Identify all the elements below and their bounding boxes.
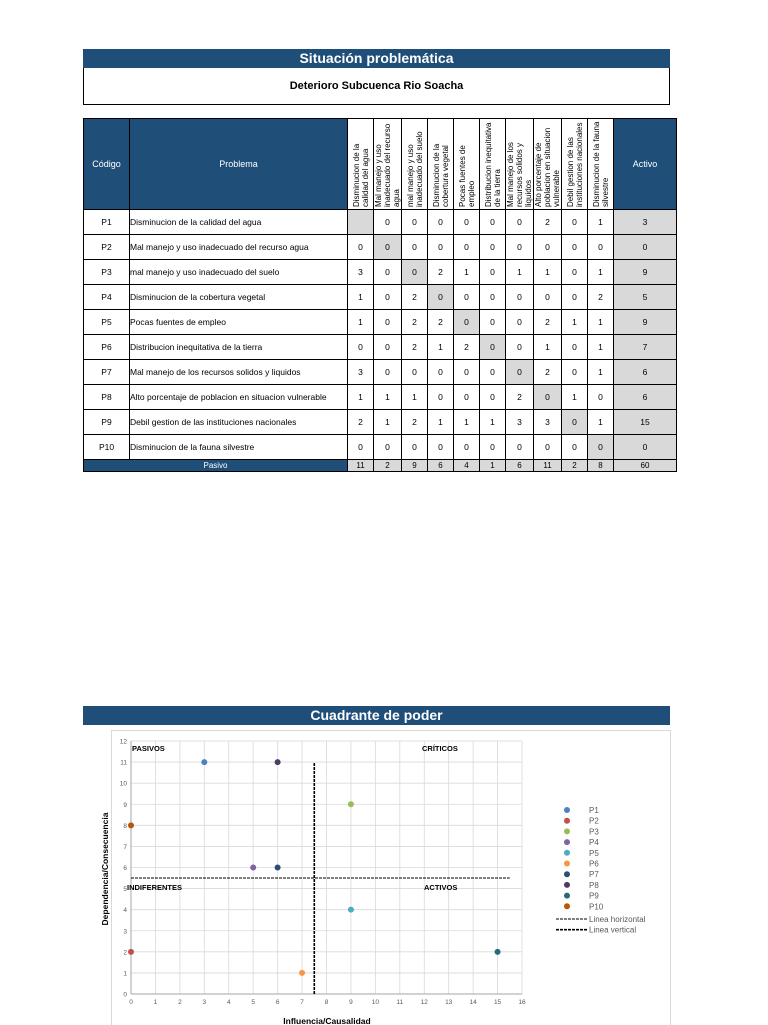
row-code: P4 [84,285,130,310]
table-row [84,335,677,360]
matrix-cell: 0 [480,310,506,335]
matrix-cell: 0 [562,285,588,310]
y-tick-label: 6 [123,865,127,872]
pasivo-cell: 11 [534,460,562,472]
y-tick-label: 5 [123,886,127,894]
pasivo-cell: 9 [402,460,428,472]
matrix-cell: 0 [374,210,402,235]
activo-cell: 6 [614,385,677,410]
matrix-cell: 2 [534,210,562,235]
matrix-cell: 0 [534,285,562,310]
column-header-p1: Disminucion de la calidad del agua [348,119,374,210]
row-code: P7 [84,360,130,385]
matrix-cell: 2 [402,285,428,310]
column-header-codigo: Código [84,119,130,210]
matrix-cell: 0 [506,310,534,335]
matrix-cell: 3 [534,410,562,435]
matrix-cell: 0 [374,310,402,335]
matrix-cell: 0 [402,235,428,260]
pasivo-cell: 2 [562,460,588,472]
matrix-cell: 0 [506,235,534,260]
y-tick-label: 4 [123,907,127,915]
matrix-cell: 0 [562,410,588,435]
matrix-cell: 1 [588,310,614,335]
x-tick-label: 15 [493,999,502,1006]
table-row [84,235,677,260]
x-tick-label: 9 [349,999,353,1006]
matrix-cell: 0 [506,210,534,235]
matrix-cell: 0 [454,285,480,310]
row-problem: mal manejo y uso inadecuado del suelo [130,260,348,285]
matrix-cell: 2 [428,260,454,285]
matrix-cell: 1 [588,410,614,435]
y-tick-label: 11 [120,759,127,767]
row-problem: Mal manejo de los recursos solidos y liquidos [130,360,348,385]
row-code: P10 [84,435,130,460]
matrix-cell: 2 [348,410,374,435]
page-subtitle: Deterioro Subcuenca Rio Soacha [83,68,670,105]
data-point-p5 [348,907,354,913]
matrix-cell: 0 [506,360,534,385]
matrix-cell: 1 [374,385,402,410]
legend-label-p9: P9 [589,891,599,901]
x-tick-label: 14 [469,999,477,1006]
legend-label-linea-vertical: Linea vertical [589,925,637,935]
legend-marker-p2 [564,818,570,824]
data-point-p4 [250,865,256,871]
activo-cell: 6 [614,360,677,385]
matrix-cell: 0 [480,385,506,410]
data-point-p10 [128,822,134,828]
table-row [84,285,677,310]
column-header-p9: Debil gestion de las instituciones nacionales [562,119,588,210]
column-header-p2: Mal manejo y uso inadecuado del recurso agua [374,119,402,210]
column-header-p5: Pocas fuentes de empleo [454,119,480,210]
row-problem: Distribucion inequitativa de la tierra [130,335,348,360]
matrix-cell: 0 [506,335,534,360]
chart-title: Cuadrante de poder [83,706,670,725]
legend-label-p5: P5 [589,848,599,858]
table-row [84,385,677,410]
matrix-cell: 1 [454,410,480,435]
activo-cell: 0 [614,435,677,460]
matrix-cell: 2 [534,310,562,335]
table-row [84,410,677,435]
matrix-cell: 2 [534,360,562,385]
activo-cell: 9 [614,260,677,285]
legend-marker-p8 [564,882,570,888]
matrix-cell: 0 [348,335,374,360]
matrix-cell: 0 [562,210,588,235]
matrix-cell: 0 [454,360,480,385]
legend-marker-p7 [564,871,570,877]
pasivo-total: 60 [614,460,677,472]
matrix-cell: 3 [506,410,534,435]
x-tick-label: 13 [445,999,453,1006]
data-point-p7 [275,865,281,871]
table-row [84,260,677,285]
x-tick-label: 4 [226,999,231,1006]
legend-label-p6: P6 [589,859,599,869]
y-tick-label: 12 [119,738,127,746]
row-problem: Disminucion de la cobertura vegetal [130,285,348,310]
matrix-cell: 0 [454,210,480,235]
matrix-cell: 0 [348,435,374,460]
matrix-cell: 0 [428,235,454,260]
activo-cell: 7 [614,335,677,360]
activo-cell: 3 [614,210,677,235]
data-point-p9 [495,949,501,955]
data-point-p6 [299,970,305,976]
legend-label-p2: P2 [589,816,599,826]
legend-label-p8: P8 [589,880,599,890]
matrix-cell: 2 [402,310,428,335]
pasivo-cell: 2 [374,460,402,472]
matrix-cell: 0 [428,385,454,410]
row-problem: Pocas fuentes de empleo [130,310,348,335]
legend-label-p7: P7 [589,870,599,880]
matrix-cell: 1 [588,335,614,360]
pasivo-cell: 6 [506,460,534,472]
x-tick-label: 1 [153,999,158,1006]
activo-cell: 9 [614,310,677,335]
matrix-cell: 2 [428,310,454,335]
matrix-cell: 0 [562,235,588,260]
activo-cell: 5 [614,285,677,310]
matrix-cell: 0 [480,285,506,310]
matrix-cell: 1 [506,260,534,285]
y-tick-label: 2 [123,949,127,957]
matrix-cell: 0 [562,435,588,460]
matrix-cell: 1 [480,410,506,435]
quadrant-label-activos: ACTIVOS [424,883,458,892]
matrix-cell: 2 [402,410,428,435]
table-row [84,435,677,460]
legend-label-p3: P3 [589,827,599,837]
pasivo-cell: 6 [428,460,454,472]
data-point-p3 [348,801,354,807]
influence-matrix [83,118,677,472]
matrix-cell: 0 [374,285,402,310]
x-tick-label: 10 [371,999,379,1006]
matrix-cell: 0 [534,385,562,410]
column-header-p7: Mal manejo de los recursos solidos y liquidos [506,119,534,210]
scatter-chart [100,731,670,1025]
matrix-cell: 0 [506,435,534,460]
matrix-cell: 0 [506,285,534,310]
row-code: P6 [84,335,130,360]
row-code: P8 [84,385,130,410]
x-tick-label: 0 [129,999,133,1006]
matrix-cell: 0 [374,335,402,360]
column-header-p4: Disminucion de la cobertura vegetal [428,119,454,210]
y-tick-label: 0 [123,991,127,999]
y-axis-title: Dependencia/Consecuencia [100,812,110,926]
pasivo-cell: 8 [588,460,614,472]
matrix-cell: 0 [562,360,588,385]
matrix-cell: 1 [348,285,374,310]
data-point-p1 [201,759,207,765]
x-tick-label: 7 [300,999,304,1006]
pasivo-label: Pasivo [84,460,348,472]
column-header-problema: Problema [130,119,348,210]
y-tick-label: 8 [123,822,127,830]
matrix-cell: 0 [534,235,562,260]
matrix-cell: 2 [588,285,614,310]
column-header-p3: mal manejo y uso inadecuado del suelo [402,119,428,210]
chart-area [100,730,671,1025]
pasivo-cell: 4 [454,460,480,472]
row-code: P9 [84,410,130,435]
x-axis-title: Influencia/Causalidad [283,1016,371,1025]
legend-marker-p5 [564,850,570,856]
matrix-cell: 1 [428,410,454,435]
matrix-cell: 1 [374,410,402,435]
matrix-cell: 0 [480,235,506,260]
matrix-cell: 2 [454,335,480,360]
matrix-cell: 1 [348,385,374,410]
matrix-cell: 0 [454,310,480,335]
matrix-cell: 2 [402,335,428,360]
x-tick-label: 6 [275,999,280,1006]
matrix-cell: 0 [562,335,588,360]
pasivo-cell: 1 [480,460,506,472]
pasivo-cell: 11 [348,460,374,472]
matrix-cell: 0 [588,385,614,410]
matrix-cell: 2 [506,385,534,410]
y-tick-label: 1 [123,970,127,978]
matrix-cell: 0 [534,435,562,460]
matrix-cell: 0 [588,235,614,260]
y-tick-label: 10 [119,780,127,788]
matrix-cell: 0 [480,210,506,235]
row-code: P3 [84,260,130,285]
x-tick-label: 11 [396,999,404,1006]
row-problem: Debil gestion de las instituciones nacionales [130,410,348,435]
legend-marker-p9 [564,893,570,899]
row-code: P1 [84,210,130,235]
column-header-p6: Distribucion inequitativa de la tierra [480,119,506,210]
table-row [84,210,677,235]
matrix-cell: 0 [428,285,454,310]
matrix-cell: 0 [588,435,614,460]
table-row [84,360,677,385]
matrix-cell: 1 [562,385,588,410]
matrix-cell [348,210,374,235]
matrix-cell: 0 [402,260,428,285]
quadrant-label-indiferentes: INDIFERENTES [127,883,183,892]
matrix-cell: 1 [402,385,428,410]
matrix-cell: 0 [480,435,506,460]
row-code: P2 [84,235,130,260]
column-header-p10: Disminucion de la fauna silvestre [588,119,614,210]
x-tick-label: 2 [178,999,182,1006]
column-header-activo: Activo [614,119,677,210]
x-tick-label: 5 [251,999,255,1006]
matrix-cell: 0 [454,385,480,410]
legend-marker-p3 [564,828,570,834]
quadrant-label-criticos: CRÍTICOS [422,744,458,753]
matrix-cell: 1 [562,310,588,335]
matrix-cell: 1 [588,260,614,285]
page-title: Situación problemática [83,49,670,68]
matrix-cell: 0 [348,235,374,260]
row-problem: Mal manejo y uso inadecuado del recurso agua [130,235,348,260]
legend-label-p4: P4 [589,838,599,848]
matrix-cell: 0 [402,210,428,235]
matrix-cell: 0 [454,235,480,260]
table-row [84,310,677,335]
legend-marker-p6 [564,861,570,867]
matrix-cell: 0 [374,260,402,285]
matrix-cell: 1 [428,335,454,360]
matrix-cell: 1 [348,310,374,335]
activo-cell: 0 [614,235,677,260]
matrix-cell: 0 [480,360,506,385]
matrix-cell: 1 [534,260,562,285]
data-point-p8 [275,759,281,765]
column-header-p8: Alto porcentaje de poblacion en situacion vulnerable [534,119,562,210]
x-tick-label: 3 [202,999,207,1006]
legend-marker-p10 [564,903,570,909]
matrix-cell: 3 [348,260,374,285]
row-problem: Disminucion de la fauna silvestre [130,435,348,460]
y-tick-label: 9 [123,801,127,809]
matrix-cell: 0 [428,210,454,235]
legend-marker-p1 [564,807,570,813]
matrix-cell: 1 [454,260,480,285]
legend-label-p10: P10 [589,902,604,912]
row-code: P5 [84,310,130,335]
matrix-cell: 0 [480,260,506,285]
data-point-p2 [128,949,134,955]
activo-cell: 15 [614,410,677,435]
matrix-cell: 0 [374,435,402,460]
matrix-cell: 0 [374,360,402,385]
legend-marker-p4 [564,839,570,845]
matrix-cell: 3 [348,360,374,385]
pasivo-row [84,460,677,472]
y-tick-label: 3 [123,928,127,936]
matrix-cell: 0 [454,435,480,460]
x-tick-label: 8 [324,999,329,1006]
row-problem: Alto porcentaje de poblacion en situacion vulnerable [130,385,348,410]
row-problem: Disminucion de la calidad del agua [130,210,348,235]
matrix-cell: 1 [588,210,614,235]
x-tick-label: 16 [518,999,526,1006]
x-tick-label: 12 [420,999,428,1006]
matrix-cell: 0 [428,360,454,385]
matrix-cell: 0 [402,360,428,385]
matrix-cell: 0 [428,435,454,460]
matrix-cell: 0 [402,435,428,460]
matrix-cell: 0 [480,335,506,360]
matrix-cell: 0 [374,235,402,260]
y-tick-label: 7 [123,843,127,851]
matrix-cell: 1 [588,360,614,385]
matrix-cell: 0 [562,260,588,285]
quadrant-label-pasivos: PASIVOS [132,744,165,753]
legend-label-p1: P1 [589,806,599,815]
legend-label-linea-horizontal: Linea horizontal [589,915,646,924]
matrix-cell: 1 [534,335,562,360]
